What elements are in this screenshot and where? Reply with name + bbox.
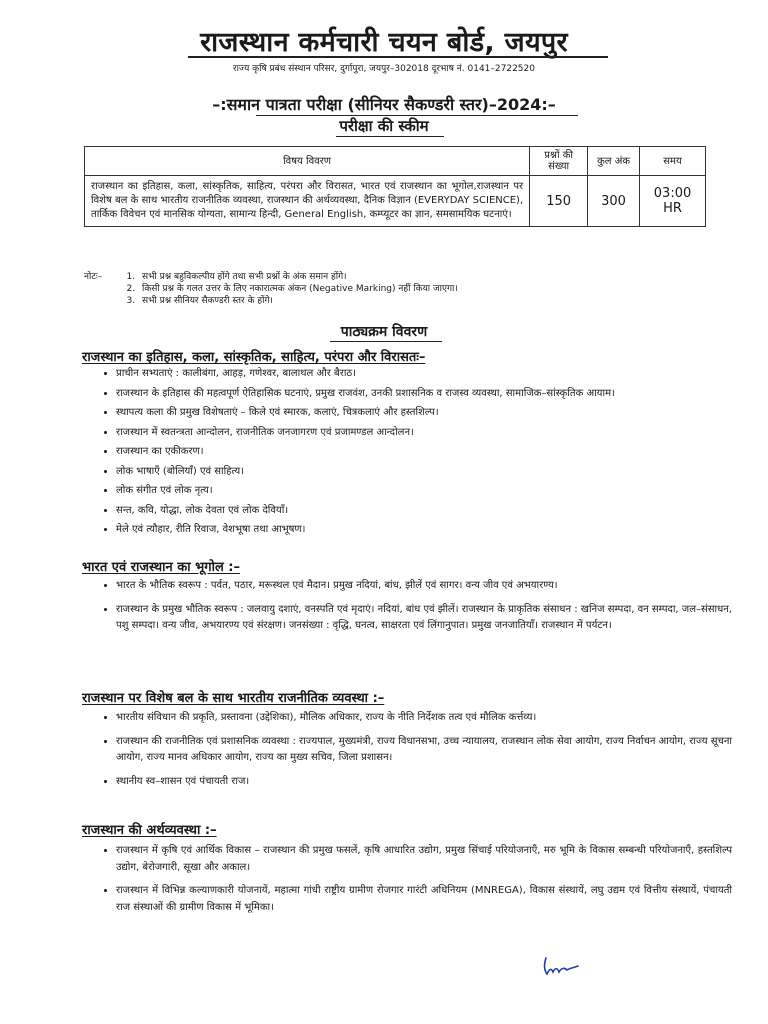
- exam-scheme-title: परीक्षा की स्कीम: [339, 117, 429, 135]
- list-item: • राजस्थान का एकीकरण।: [116, 444, 732, 461]
- section-list-polity: [100, 710, 732, 797]
- table-header-row: [85, 147, 706, 176]
- section-list-history: [100, 366, 732, 542]
- table-row: [85, 176, 706, 227]
- list-item: • राजस्थान के इतिहास की महत्वपूर्ण ऐतिहासिक घटनाएं, प्रमुख राजवंश, उनकी प्रशासनिक व राजस्व व्यवस्था, सामाजिक–सांस्कृतिक आयाम।: [116, 386, 732, 403]
- cell-marks: 300: [588, 176, 640, 227]
- exam-scheme-underline: [336, 136, 444, 137]
- exam-scheme-table: [84, 146, 706, 227]
- notes-label: नोटः–: [84, 272, 103, 282]
- header-marks: कुल अंक: [588, 147, 640, 176]
- list-item: • स्थापत्य कला की प्रमुख विशेषताएं – किले एवं स्मारक, कलाएं, चित्रकलाएं और हस्तशिल्प।: [116, 405, 732, 422]
- list-item: • लोक संगीत एवं लोक नृत्य।: [116, 483, 732, 500]
- board-name: राजस्थान कर्मचारी चयन बोर्ड, जयपुर: [200, 27, 568, 58]
- list-item: • प्राचीन सभ्यताएं : कालीबंगा, आहड़, गणेश्वर, बालाथल और बैराठ।: [116, 366, 732, 383]
- header-subject: विषय विवरण: [85, 147, 530, 176]
- notes: [84, 271, 724, 307]
- board-name-underline: [188, 56, 608, 58]
- exam-title: –:समान पात्रता परीक्षा (सीनियर सैकण्डरी स्तर)–2024:–: [212, 95, 556, 114]
- list-item: • सन्त, कवि, योद्धा, लोक देवता एवं लोक देवियाँ।: [116, 503, 732, 520]
- section-heading-geography: भारत एवं राजस्थान का भूगोल :–: [82, 560, 240, 575]
- header-questions: प्रश्नों की संख्या: [530, 147, 588, 176]
- header-time: समय: [640, 147, 706, 176]
- cell-time: 03:00 HR: [640, 176, 706, 227]
- section-heading-economy: राजस्थान की अर्थव्यवस्था :–: [82, 823, 217, 838]
- cell-subject: राजस्थान का इतिहास, कला, सांस्कृतिक, साहित्य, परंपरा और विरासत, भारत एवं राजस्थान का भूगोल,राजस्थान पर विशेष बल के साथ भारतीय राजनीतिक व्यवस्था, राजस्थान की अर्थव्यवस्था, दैनिक विज्ञान (EVERYDAY SCIENCE), तार्किक विवेचन एवं मानसिक योग्यता, सामान्य हिन्दी, General English, कम्प्यूटर का ज्ञान, समसामयिक घटनाएं।: [85, 176, 530, 227]
- signature-mark: [540, 954, 584, 980]
- section-list-economy: [100, 843, 732, 923]
- list-item: • स्थानीय स्व–शासन एवं पंचायती राज।: [116, 774, 732, 791]
- section-heading-polity: राजस्थान पर विशेष बल के साथ भारतीय राजनीतिक व्यवस्था :–: [82, 691, 385, 706]
- syllabus-title: पाठ्यक्रम विवरण: [340, 324, 428, 340]
- note-item: 3. सभी प्रश्न सीनियर सैकण्डरी स्तर के होंगे।: [138, 295, 724, 307]
- notes-list: [84, 271, 724, 307]
- cell-questions: 150: [530, 176, 588, 227]
- list-item: • राजस्थान की राजनीतिक एवं प्रशासनिक व्यवस्था : राज्यपाल, मुख्यमंत्री, राज्य विधानसभा, उच्च न्यायालय, राजस्थान लोक सेवा आयोग, राज्य निर्वाचन आयोग, राज्य सूचना आयोग, राज्य मानव अधिकार आयोग, राज्य का मुख्य सचिव, जिला प्रशासन।: [116, 734, 732, 767]
- list-item: • राजस्थान में विभिन्न कल्याणकारी योजनायें, महात्मा गांधी राष्ट्रीय ग्रामीण रोजगार गारंटी अधिनियम (MNREGA), विकास संस्थायें, लघु उद्यम एवं वित्तीय संस्थायें, पंचायती राज संस्थाओं की ग्रामीण विकास में भूमिका।: [116, 883, 732, 916]
- list-item: • भारतीय संविधान की प्रकृति, प्रस्तावना (उद्देशिका), मौलिक अधिकार, राज्य के नीति निर्देशक तत्व एवं मौलिक कर्त्तव्य।: [116, 710, 732, 727]
- note-item: 2. किसी प्रश्न के गलत उत्तर के लिए नकारात्मक अंकन (Negative Marking) नहीं किया जाएगा।: [138, 283, 724, 295]
- note-item: 1. सभी प्रश्न बहुविकल्पीय होंगे तथा सभी प्रश्नों के अंक समान होंगे।: [138, 271, 724, 283]
- section-heading-history: राजस्थान का इतिहास, कला, सांस्कृतिक, साहित्य, परंपरा और विरासतः–: [82, 350, 426, 365]
- list-item: • भारत के भौतिक स्वरूप : पर्वत, पठार, मरूस्थल एवं मैदान। प्रमुख नदियां, बांध, झीलें एवं सागर। वन्य जीव एवं अभयारण्य।: [116, 578, 732, 595]
- section-list-geography: [100, 578, 732, 642]
- list-item: • राजस्थान में कृषि एवं आर्थिक विकास – राजस्थान की प्रमुख फसलें, कृषि आधारित उद्योग, प्रमुख सिंचाई परियोजनाएँ, मरु भूमि के विकास सम्बन्धी परियोजनाएँ, हस्तशिल्प उद्योग, बेरोजगारी, सूखा और अकाल।: [116, 843, 732, 876]
- list-item: • राजस्थान में स्वतन्त्रता आन्दोलन, राजनीतिक जनजागरण एवं प्रजामण्डल आन्दोलन।: [116, 425, 732, 442]
- list-item: • राजस्थान के प्रमुख भौतिक स्वरूप : जलवायु दशाएं, वनस्पति एवं मृदाएं। नदियां, बांध एवं झीलें। राजस्थान के प्राकृतिक संसाधन : खनिज सम्पदा, वन सम्पदा, जल–संसाधन, पशु सम्पदा। वन्य जीव, अभयारण्य एवं संरक्षण। जनसंख्या : वृद्धि, घनत्व, साक्षरता एवं लिंगानुपात। प्रमुख जनजातियाँ। राजस्थान में पर्यटन।: [116, 602, 732, 635]
- board-address: राज्य कृषि प्रबंध संस्थान परिसर, दुर्गापुरा, जयपुर–302018 दूरभाष नं. 0141–2722520: [233, 64, 535, 74]
- list-item: • लोक भाषाएँ (बोलियाँ) एवं साहित्य।: [116, 464, 732, 481]
- list-item: • मेले एवं त्यौहार, रीति रिवाज, वेशभूषा तथा आभूषण।: [116, 522, 732, 539]
- syllabus-title-underline: [330, 341, 442, 342]
